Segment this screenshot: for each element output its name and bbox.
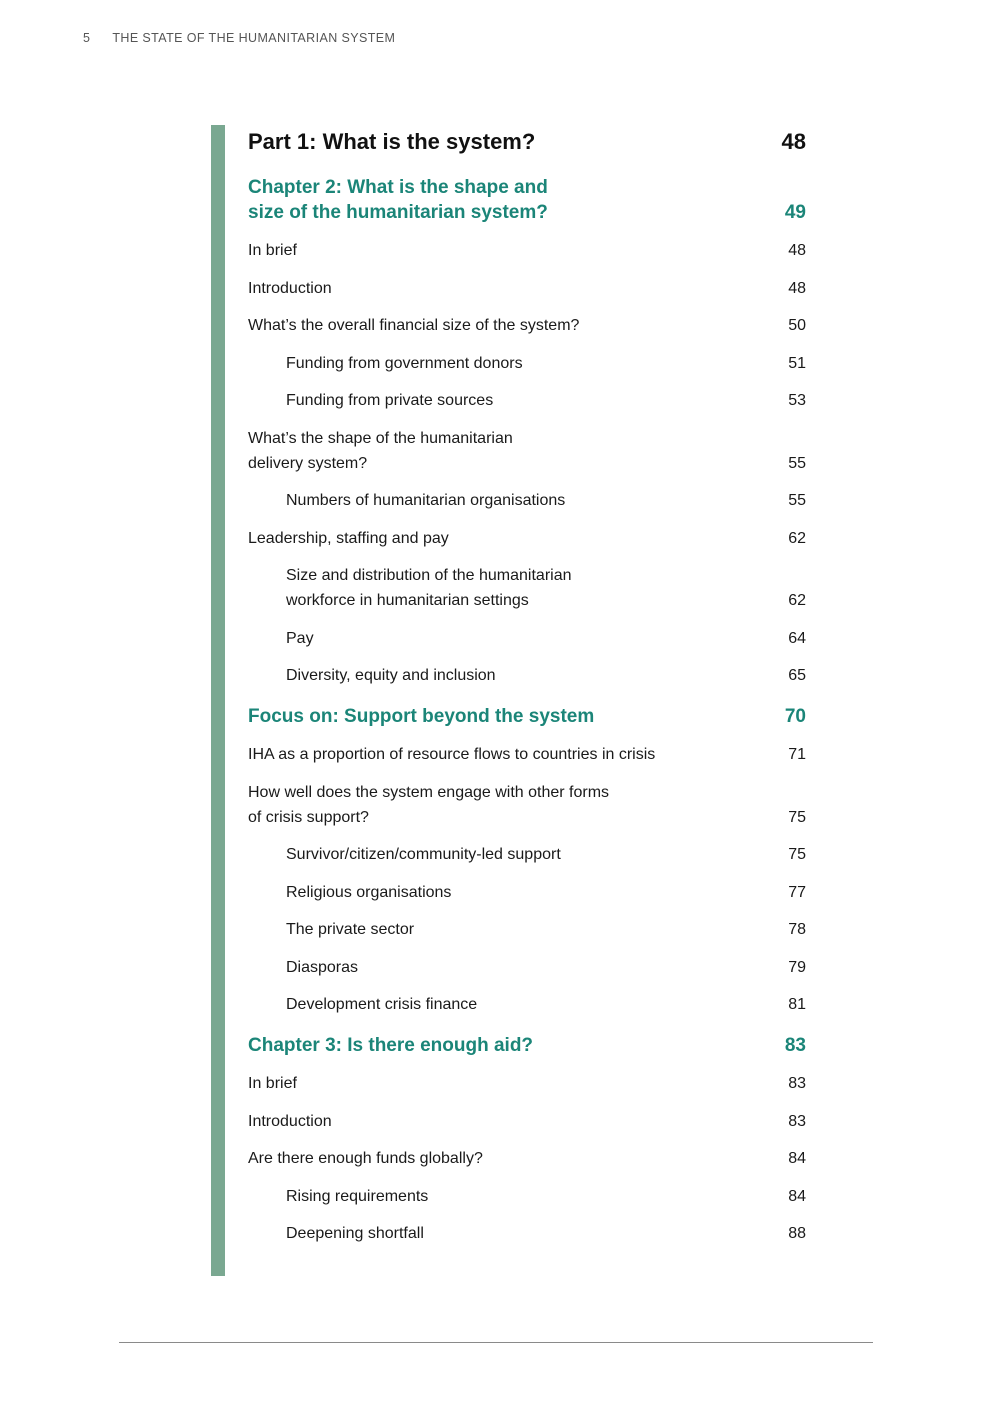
toc-entry-page: 83 [788, 1075, 806, 1092]
toc-subentry[interactable] [248, 1184, 806, 1209]
toc-entry-title: The private sector [286, 921, 415, 938]
toc-chapter-3[interactable] [248, 1033, 806, 1058]
toc-subentry[interactable] [248, 955, 806, 980]
toc-entry-page: 75 [788, 846, 806, 863]
toc-entry-title: Leadership, staffing and pay [248, 529, 449, 547]
toc-entry-page: 84 [788, 1187, 806, 1205]
toc-entry-title: Introduction [248, 1112, 332, 1130]
toc-part-1[interactable] [248, 125, 806, 159]
toc-entry-title: Size and distribution of the humanitarian workforce in humanitarian settings [286, 567, 572, 609]
toc-entry-page: 79 [788, 958, 806, 976]
toc-entry[interactable] [248, 426, 806, 476]
page-number: 5 [83, 31, 91, 45]
toc-entry-title: What’s the shape of the humanitarian delivery system? [248, 429, 513, 472]
toc-subentry[interactable] [248, 1221, 806, 1246]
toc-focus-section[interactable] [248, 704, 806, 729]
toc-entry-title: IHA as a proportion of resource flows to countries in crisis [248, 746, 656, 763]
toc-entry-page: 75 [788, 808, 806, 826]
toc-entry-page: 48 [788, 242, 806, 259]
footer-divider [119, 1342, 873, 1343]
toc-entry-title: Numbers of humanitarian organisations [286, 492, 566, 509]
toc-part-page: 48 [781, 129, 806, 154]
toc-subentry[interactable] [248, 880, 806, 905]
toc-entry[interactable] [248, 276, 806, 301]
toc-subentry[interactable] [248, 563, 806, 613]
toc-chapter-page: 49 [784, 202, 806, 223]
toc-entry[interactable] [248, 1071, 806, 1096]
toc-subentry[interactable] [248, 351, 806, 376]
toc-entry-page: 62 [788, 592, 806, 609]
toc-entry-page: 55 [788, 454, 806, 472]
toc-subentry[interactable] [248, 388, 806, 413]
toc-entry-title: Funding from government donors [286, 354, 523, 372]
toc-entry-title: Deepening shortfall [286, 1225, 424, 1242]
toc-chapter-title: Chapter 2: What is the shape and size of the humanitarian system? [248, 177, 548, 223]
toc-chapter-title: Focus on: Support beyond the system [248, 706, 595, 727]
toc-entry[interactable] [248, 313, 806, 338]
toc-subentry[interactable] [248, 626, 806, 651]
toc-entry[interactable] [248, 780, 806, 830]
toc-entry-page: 48 [788, 279, 806, 297]
toc-entry-page: 77 [788, 883, 806, 901]
toc-entry-page: 83 [788, 1112, 806, 1130]
toc-entry-page: 65 [788, 667, 806, 684]
running-title: THE STATE OF THE HUMANITARIAN SYSTEM [112, 31, 396, 45]
toc-entry-page: 88 [788, 1225, 806, 1242]
accent-bar [211, 125, 225, 1276]
toc-chapter-title: Chapter 3: Is there enough aid? [248, 1035, 534, 1056]
toc-entry-title: Diasporas [286, 958, 359, 976]
toc-entry[interactable] [248, 1109, 806, 1134]
toc-entry-title: What’s the overall financial size of the system? [248, 317, 580, 334]
toc-entry[interactable] [248, 742, 806, 767]
toc-entry-page: 53 [788, 392, 806, 409]
toc-entry-title: Are there enough funds globally? [248, 1150, 483, 1167]
toc-entry-page: 62 [788, 529, 806, 547]
toc-entry-title: Pay [286, 629, 314, 647]
toc-part-title: Part 1: What is the system? [248, 129, 536, 154]
toc-subentry[interactable] [248, 992, 806, 1017]
toc-entry[interactable] [248, 526, 806, 551]
toc-entry-page: 81 [788, 996, 806, 1013]
toc-entry-page: 71 [788, 746, 806, 763]
toc-entry-title: Rising requirements [286, 1187, 429, 1205]
toc-chapter-2[interactable] [248, 175, 806, 225]
toc-entry-title: Introduction [248, 279, 332, 297]
toc-entry-title: Survivor/citizen/community-led support [286, 846, 561, 863]
toc-subentry[interactable] [248, 488, 806, 513]
toc-entry-title: Diversity, equity and inclusion [286, 667, 496, 684]
toc-entry-title: Funding from private sources [286, 392, 494, 409]
toc-entry-page: 55 [788, 492, 806, 509]
toc-entry-page: 50 [788, 317, 806, 334]
toc-subentry[interactable] [248, 842, 806, 867]
toc-entry-title: Religious organisations [286, 883, 452, 901]
toc-chapter-page: 70 [784, 706, 806, 727]
toc-subentry[interactable] [248, 917, 806, 942]
toc-subentry[interactable] [248, 663, 806, 688]
toc-entry[interactable] [248, 1146, 806, 1171]
toc-entry-title: Development crisis finance [286, 996, 478, 1013]
toc-entry-page: 78 [788, 921, 806, 938]
running-header [83, 31, 395, 45]
toc-entry-title: How well does the system engage with other forms of crisis support? [248, 783, 610, 826]
toc-entry[interactable] [248, 238, 806, 263]
toc-entry-page: 51 [788, 354, 806, 372]
toc-entry-title: In brief [248, 1075, 297, 1092]
toc-entry-page: 64 [788, 629, 806, 647]
toc-chapter-page: 83 [784, 1035, 806, 1056]
table-of-contents [248, 125, 806, 1259]
toc-entry-page: 84 [788, 1150, 806, 1167]
toc-entry-title: In brief [248, 242, 297, 259]
